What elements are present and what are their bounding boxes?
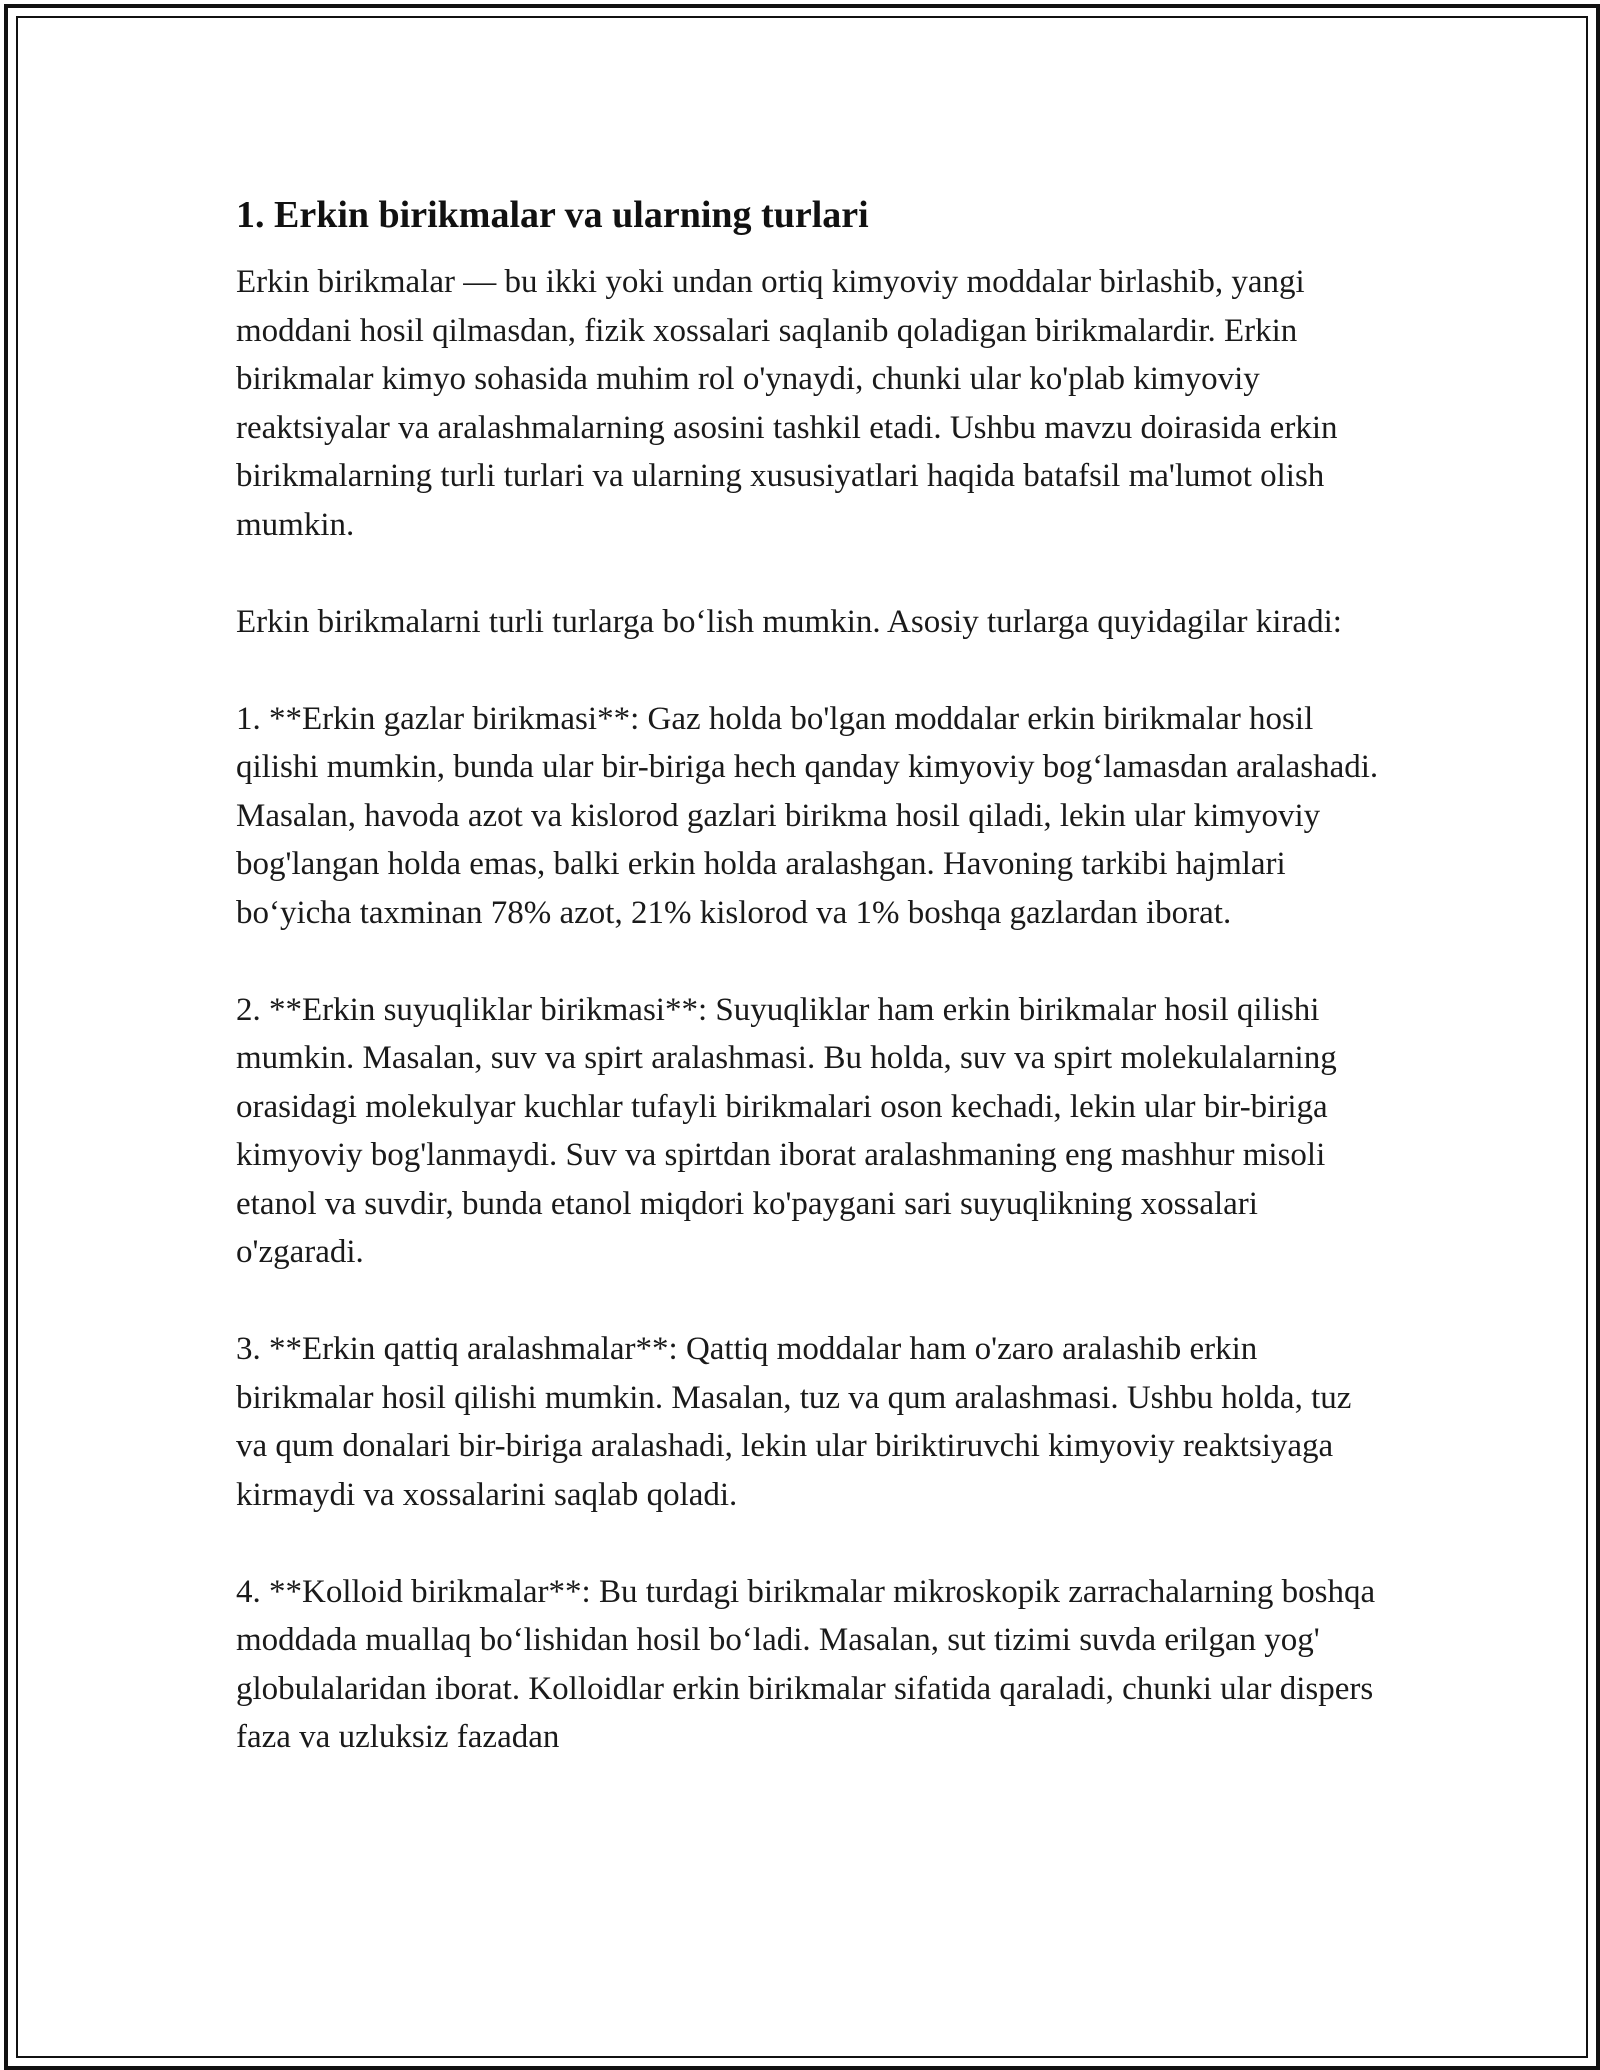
paragraph-types-intro: Erkin birikmalarni turli turlarga boʻlish mumkin. Asosiy turlarga quyidagilar kiradi: — [236, 603, 1342, 640]
paragraph-colloids: 4. **Kolloid birikmalar**: Bu turdagi birikmalar mikroskopik zarrachalarning boshqa moddada muallaq boʻlishidan hosil boʻladi. Masalan, sut tizimi suvda erilgan yog' globulalaridan iborat. Kolloidlar erkin birikmalar sifatida qaraladi, chunki ular dispers faza va uzluksiz fazadan — [236, 1573, 1376, 1755]
paragraph-liquid-mixtures: 2. **Erkin suyuqliklar birikmasi**: Suyuqliklar ham erkin birikmalar hosil qilishi mumkin. Masalan, suv va spirt aralashmasi. Bu holda, suv va spirt molekulalarning orasidagi molekulyar kuchlar tufayli birikmalari oson kechadi, lekin ular bir-biriga kimyoviy bog'lanmaydi. Suv va spirtdan iborat aralashmaning eng mashhur misoli etanol va suvdir, bunda etanol miqdori ko'paygani sari suyuqlikning xossalari o'zgaradi. — [236, 991, 1337, 1270]
paragraph-gas-mixtures: 1. **Erkin gazlar birikmasi**: Gaz holda bo'lgan moddalar erkin birikmalar hosil qilishi mumkin, bunda ular bir-biriga hech qanday kimyoviy bogʻlamasdan aralashadi. Masalan, havoda azot va kislorod gazlari birikma hosil qiladi, lekin ular kimyoviy bog'langan holda emas, balki erkin holda aralashgan. Havoning tarkibi hajmlari boʻyicha taxminan 78% azot, 21% kislorod va 1% boshqa gazlardan iborat. — [236, 700, 1379, 931]
document-body — [236, 188, 1384, 1810]
section-heading: 1. Erkin birikmalar va ularning turlari — [236, 194, 869, 236]
paragraph-intro: Erkin birikmalar — bu ikki yoki undan ortiq kimyoviy moddalar birlashib, yangi moddani hosil qilmasdan, fizik xossalari saqlanib qoladigan birikmalardir. Erkin birikmalar kimyo sohasida muhim rol o'ynaydi, chunki ular ko'plab kimyoviy reaktsiyalar va aralashmalarning asosini tashkil etadi. Ushbu mavzu doirasida erkin birikmalarning turli turlari va ularning xususiyatlari haqida batafsil ma'lumot olish mumkin. — [236, 264, 1338, 543]
paragraph-solid-mixtures: 3. **Erkin qattiq aralashmalar**: Qattiq moddalar ham o'zaro aralashib erkin birikmalar hosil qilishi mumkin. Masalan, tuz va qum aralashmasi. Ushbu holda, tuz va qum donalari bir-biriga aralashadi, lekin ular biriktiruvchi kimyoviy reaktsiyaga kirmaydi va xossalarini saqlab qoladi. — [236, 1331, 1352, 1513]
